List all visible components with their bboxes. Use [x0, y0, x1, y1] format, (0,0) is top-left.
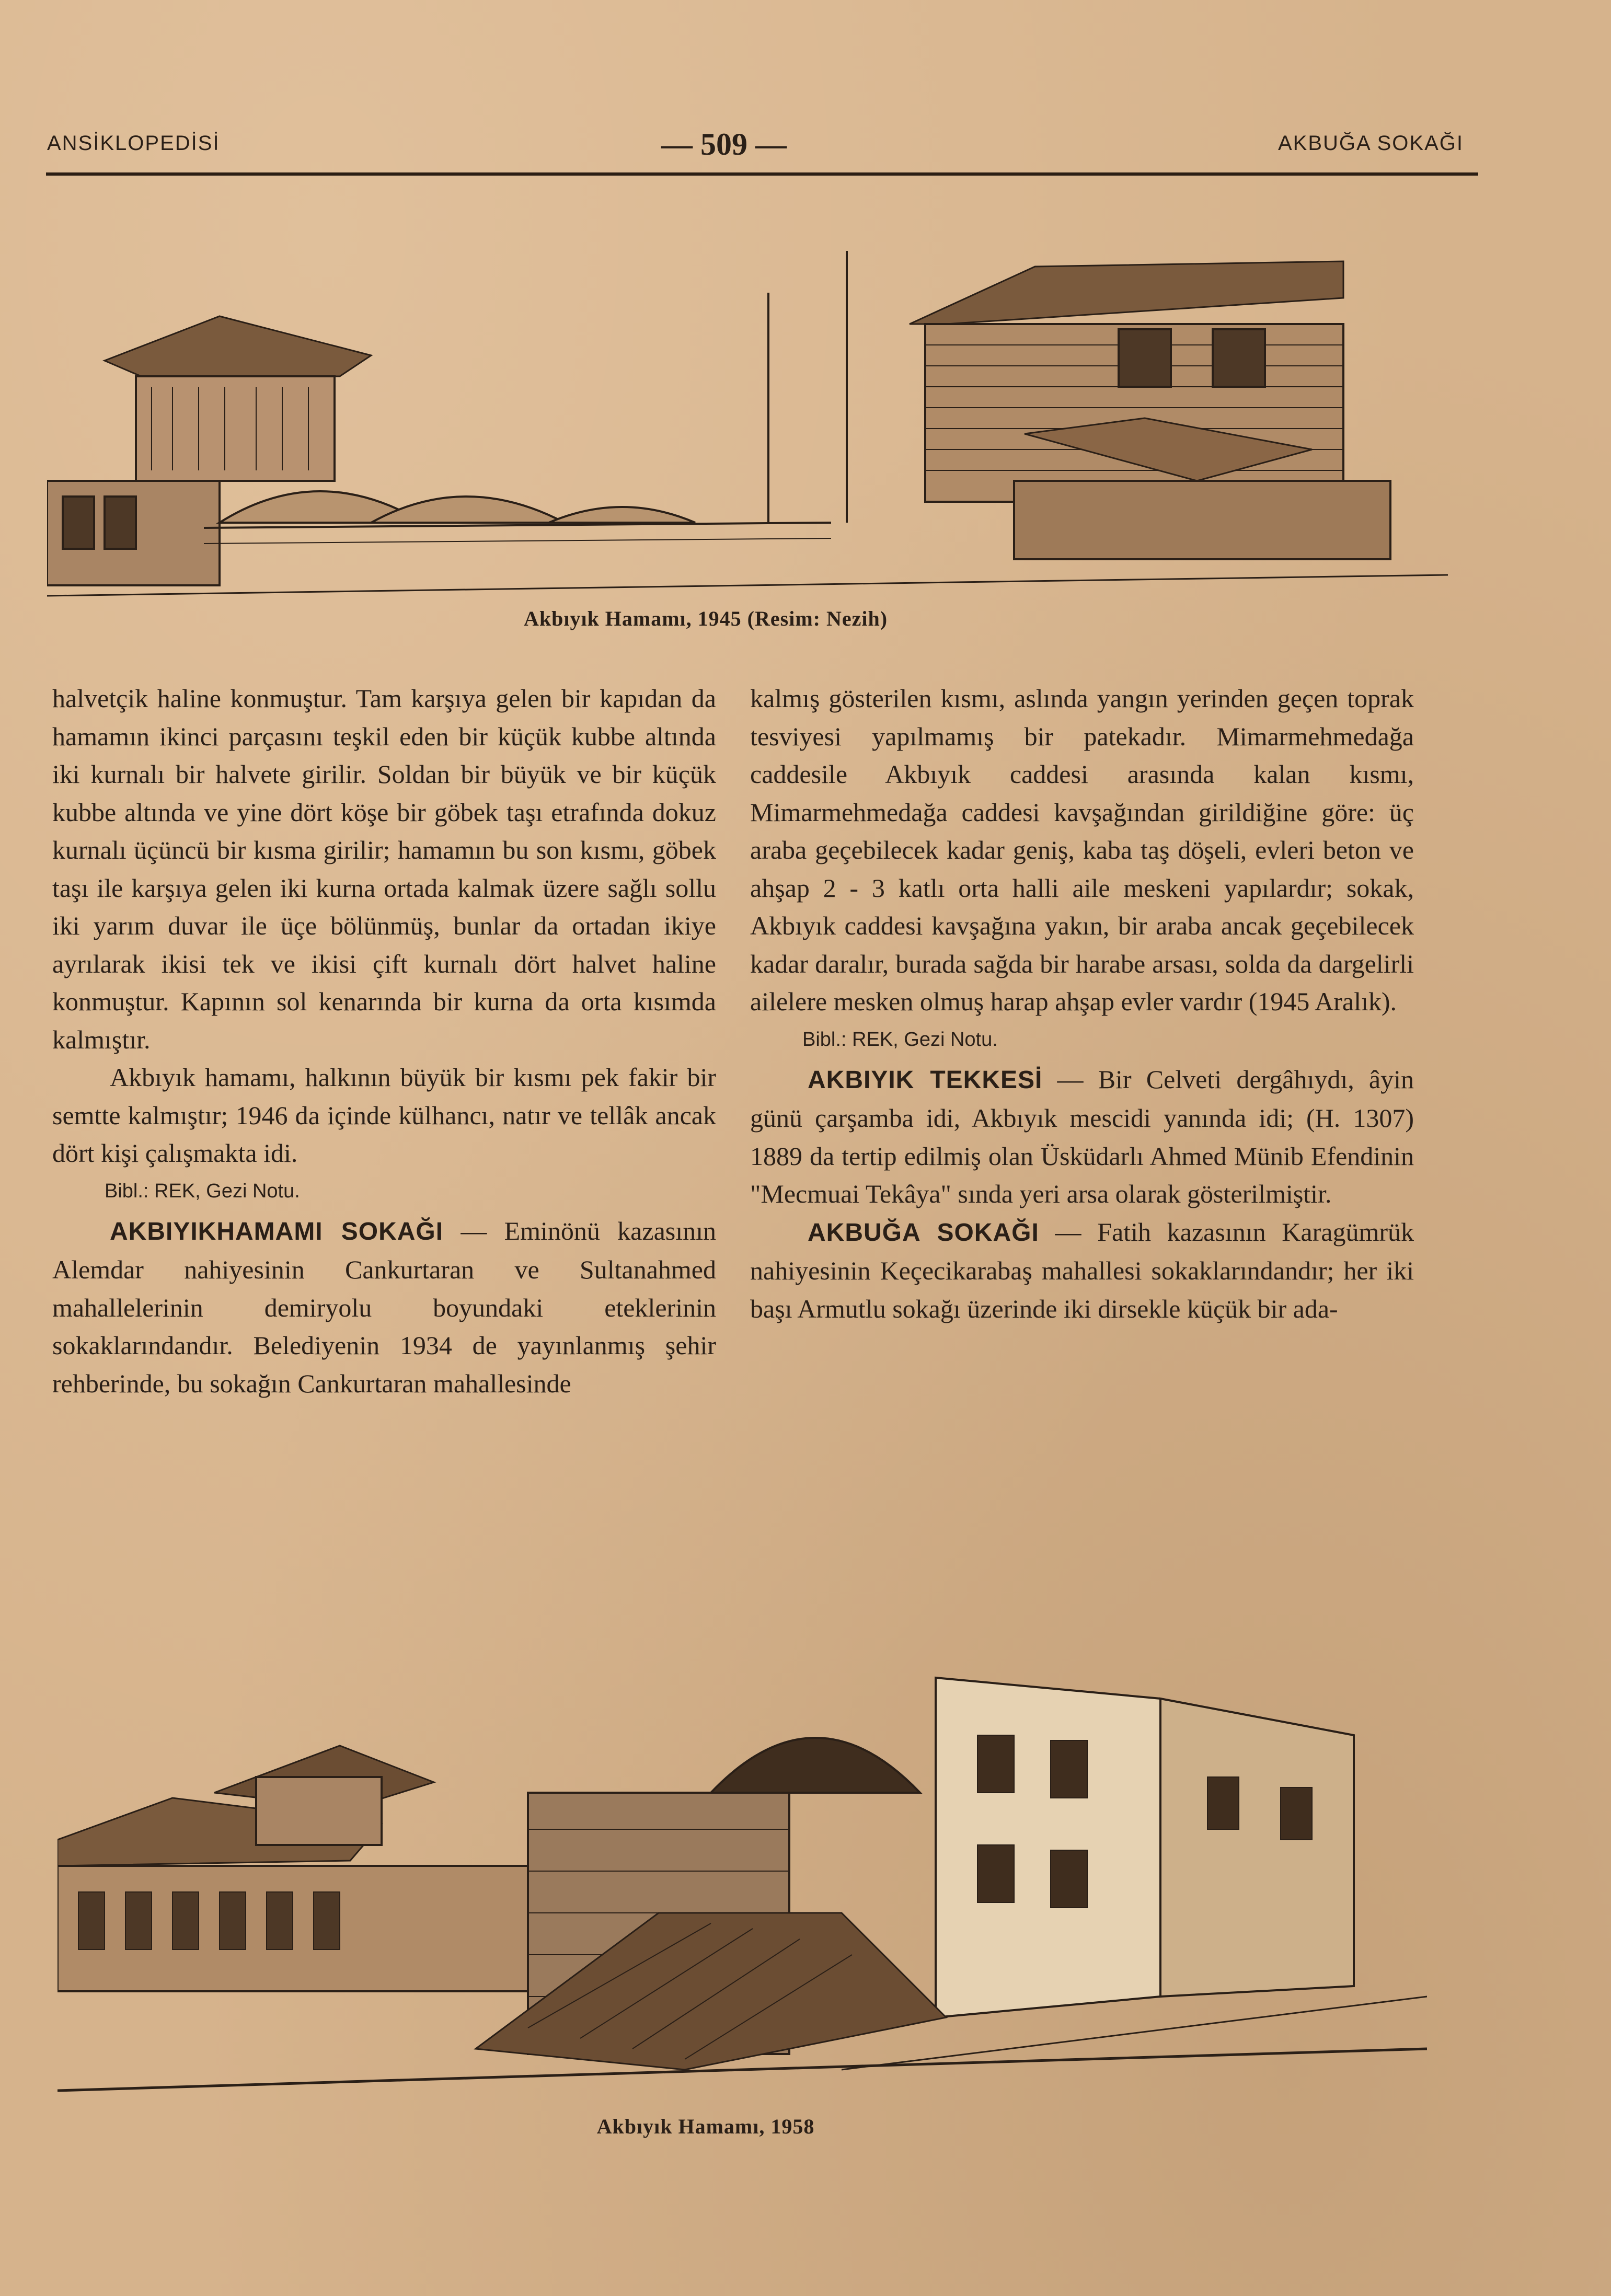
page-number: — 509 —: [661, 127, 787, 161]
entry-heading: AKBIYIKHAMAMI SOKAĞI: [110, 1217, 444, 1245]
header-left-title: ANSİKLOPEDİSİ: [47, 132, 220, 155]
left-column: [52, 679, 716, 1402]
left-bibliography: Bibl.: REK, Gezi Notu.: [105, 1180, 300, 1202]
entry-body: — Fatih kazasının Karagümrük nahiyesinin Keçecikarabaş mahallesi sokaklarındandır; her iki başı Armutlu sokağı üzerinde iki dirsekle küçük bir ada-: [750, 1217, 1414, 1323]
header-divider: [46, 172, 1478, 176]
right-bibliography: Bibl.: REK, Gezi Notu.: [802, 1028, 998, 1051]
entry-body: — Bir Celveti dergâhıydı, âyin günü çarşamba idi, Akbıyık mescidi yanında idi; (H. 1307) 1889 da tertip edilmiş olan Üsküdarlı Ahmed Münib Efendinin "Mecmuai Tekâya" sında yeri arsa olarak gösterilmiştir.: [750, 1064, 1414, 1208]
bath-sketch-1958: [57, 1620, 1427, 2101]
right-column: [750, 679, 1414, 1328]
figure-caption-1958: Akbıyık Hamamı, 1958: [596, 2115, 815, 2138]
entry-heading: AKBUĞA SOKAĞI: [808, 1218, 1039, 1247]
entry-akbiyikhamami-sokagi: [52, 1212, 716, 1403]
entry-heading: AKBIYIK TEKKESİ: [808, 1066, 1043, 1094]
left-paragraph-1: halvetçik haline konmuştur. Tam karşıya gelen bir kapıdan da hamamın ikinci parçasını teşkil eden bir küçük kubbe altında iki kurnalı bir halvete girilir. Soldan bir büyük ve bir küçük kubbe altında ve yine dört köşe bir göbek taşı etrafında dokuz kurnalı üçüncü bir kısma girilir; hamamın bu son kısmı, göbek taşı ile karşıya gelen iki kurna ortada kalmak üzere sağlı sollu iki yarım duvar ile üçe bölünmüş, bunlar da ortadan ikiye ayrılarak ikisi tek ve ikisi çift kurnalı dört halvet haline konmuştur. Kapının sol kenarında bir kurna da orta kısımda kalmıştır.: [52, 684, 716, 1054]
right-paragraph-1: kalmış gösterilen kısmı, aslında yangın yerinden geçen toprak tesviyesi yapılmamış bir patekadır. Mimarmehmedağa caddesile Akbıyık caddesi arasında kalan kısmı, Mimarmehmedağa caddesi kavşağından girildiğine göre: üç araba geçebilecek kadar geniş, kaba taş döşeli, evleri beton ve ahşap 2 - 3 katlı orta halli aile meskeni yapılardır; sokak, Akbıyık caddesi kavşağına yakın, bir araba ancak geçebilecek kadar daralır, burada sağda bir harabe arsası, solda da dargelirli ailelere mesken olmuş harap ahşap evler vardır (1945 Aralık).: [750, 684, 1414, 1016]
left-paragraph-2: Akbıyık hamamı, halkının büyük bir kısmı pek fakir bir semtte kalmıştır; 1946 da içinde külhancı, natır ve tellâk ancak dört kişi çalışmakta idi.: [52, 1063, 716, 1168]
entry-body: — Eminönü kazasının Alemdar nahiyesinin Cankurtaran ve Sultanahmed mahallelerinin demiryolu boyundaki eteklerinin sokaklarındandır. Belediyenin 1934 de yayınlanmış şehir rehberinde, bu sokağın Cankurtaran mahallesinde: [52, 1216, 716, 1398]
header-right-title: AKBUĞA SOKAĞI: [1278, 132, 1464, 155]
bath-sketch-1945: [47, 188, 1448, 606]
entry-akbuga-sokagi: [750, 1213, 1414, 1328]
figure-caption-1945: Akbıyık Hamamı, 1945 (Resim: Nezih): [523, 607, 888, 630]
entry-akbiyik-tekkesi: [750, 1060, 1414, 1213]
running-header: [47, 126, 1474, 163]
